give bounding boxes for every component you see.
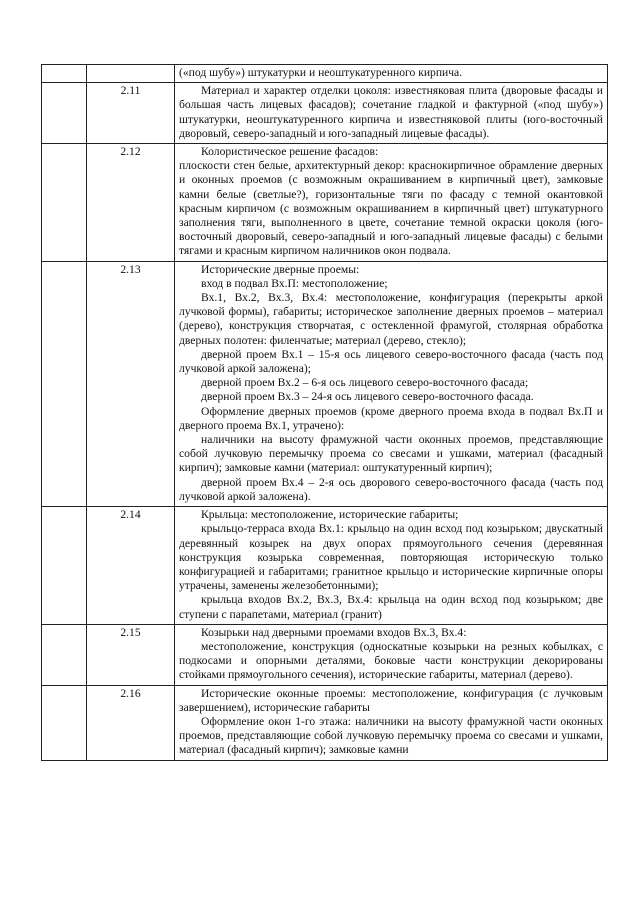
item-number: 2.12 [87,144,175,262]
item-description [175,83,608,144]
item-number: 2.13 [87,261,175,506]
description-paragraph: Исторические оконные проемы: местоположение, конфигурация (с лучковым завершением), исторические габариты [179,686,603,714]
description-paragraph: плоскости стен белые, архитектурный декор: краснокирпичное обрамление дверных и оконных проемов (с возможным окрашиванием в кирпичный цвет), замковые камни белые (светлые?), горизонтальные тяги по фасаду с темной окантовкой красным кирпичом (с возможным окрашиванием в кирпичный цвет) штукатурного заполнения тяги, выполненного в цвете, сочетание темной окраски цоколя (юго-восточный дворовый, северо-западный и юго-западный лицевые фасады) с белыми тягами и красным кирпичом наличников окон подвала. [179,159,603,258]
item-description [175,624,608,685]
description-paragraph: наличники на высоту фрамужной части оконных проемов, представляющие собой лучковую перемычку проема со свесами и ушками, материал (фасадный кирпич); замковые камни (материал: оштукатуренный кирпич); [179,433,603,475]
margin-cell [42,144,87,262]
table-row [42,65,608,83]
description-paragraph: («под шубу») штукатурки и неоштукатуренного кирпича. [179,66,463,79]
description-paragraph: Колористическое решение фасадов: [201,145,379,159]
description-paragraph: Крыльца: местоположение, исторические габариты; [201,508,459,522]
margin-cell [42,65,87,83]
table-row [42,624,608,685]
description-paragraph: Оформление дверных проемов (кроме дверного проема входа в подвал Вх.П и дверного проема Вх.1, утрачено): [179,404,603,432]
item-description [175,144,608,262]
description-paragraph: дверной проем Вх.1 – 15-я ось лицевого северо-восточного фасада (часть под лучковой аркой заложена); [179,347,603,376]
margin-cell [42,624,87,685]
margin-cell [42,507,87,625]
description-paragraph: крыльца входов Вх.2, Вх.3, Вх.4: крыльца на один всход под козырьком; две ступени с парапетами, материал (гранит) [179,593,603,621]
item-description [175,685,608,760]
item-number: 2.11 [87,83,175,144]
heritage-items-table [41,64,608,761]
description-paragraph: Материал и характер отделки цоколя: известняковая плита (дворовые фасады и большая часть лицевых фасадов); сочетание гладкой и фактурной («под шубу») штукатурки, неоштукатуренного кирпича и известняковой плиты (юго-восточный дворовый, северо-западный и юго-западный лицевые фасады). [179,84,603,140]
item-number: 2.15 [87,624,175,685]
description-paragraph: крыльцо-терраса входа Вх.1: крыльцо на один всход под козырьком; двускатный деревянный козырек на двух опорах прямоугольного сечения (деревянная конструкция козырька современная, повторяющая историческую только конфигурацией и габаритами; гранитное крыльцо и исторические кирпичные опоры утрачены, заменены железобетонными); [179,522,603,593]
margin-cell [42,261,87,506]
description-paragraph: Вх.1, Вх.2, Вх.3, Вх.4: местоположение, конфигурация (перекрыты аркой лучковой формы), габариты; историческое заполнение дверных проемов – материал (дерево), конструкция створчатая, с остекленной фрамугой, столярная обработка дверных полотен: филенчатые; материал (дерево, стекло); [179,291,603,347]
table-row [42,507,608,625]
table-row [42,144,608,262]
table-body [42,65,608,761]
item-number [87,65,175,83]
description-paragraph: дверной проем Вх.3 – 24-я ось лицевого северо-восточного фасада. [201,390,534,404]
description-paragraph: Исторические дверные проемы: [201,262,360,276]
description-paragraph: дверной проем Вх.4 – 2-я ось дворового северо-восточного фасада (часть под лучковой аркой заложена). [179,475,603,503]
table-row [42,261,608,506]
item-number: 2.14 [87,507,175,625]
description-paragraph: вход в подвал Вх.П: местоположение; [201,276,388,290]
item-description [175,507,608,625]
item-number: 2.16 [87,685,175,760]
description-paragraph: местоположение, конструкция (односкатные козырьки на резных кобылках, с подкосами и опорными деталями, боковые части конструкции декорированы стойками прямоугольного сечения), исторические габариты, материал (дерево). [179,639,603,682]
description-paragraph: Козырьки над дверными проемами входов Вх.3, Вх.4: [201,625,467,639]
margin-cell [42,685,87,760]
item-description [175,261,608,506]
description-paragraph: Оформление окон 1-го этажа: наличники на высоту фрамужной части оконных проемов, представляющие собой лучковую перемычку проема со свесами и ушками, материал (фасадный кирпич); замковые камни [179,714,603,757]
table-row [42,83,608,144]
item-description [175,65,608,83]
margin-cell [42,83,87,144]
table-row [42,685,608,760]
description-paragraph: дверной проем Вх.2 – 6-я ось лицевого северо-восточного фасада; [201,376,529,390]
